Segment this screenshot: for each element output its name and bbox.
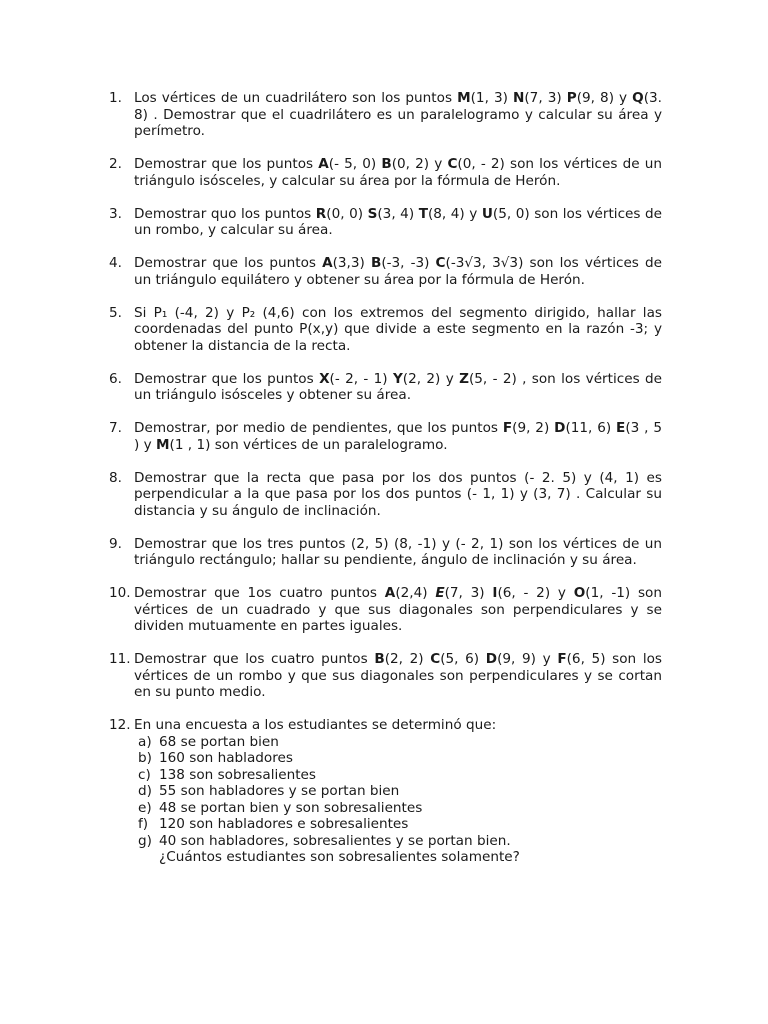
point-label: E bbox=[616, 420, 626, 436]
point-label: C bbox=[430, 651, 441, 667]
item-number: 6. bbox=[109, 370, 122, 387]
point-label: A bbox=[384, 585, 396, 601]
item-number: 7. bbox=[109, 420, 122, 436]
survey-subitems bbox=[134, 734, 662, 850]
text-segment: (5, 6) bbox=[440, 651, 486, 667]
text-segment: Demostrar que 1os cuatro puntos bbox=[134, 585, 385, 601]
point-label: Q bbox=[632, 90, 644, 106]
item-number: 4. bbox=[109, 255, 122, 271]
survey-intro: En una encuesta a los estudiantes se determinó que: bbox=[134, 717, 497, 733]
text-segment: (-3, -3) bbox=[381, 255, 436, 271]
text-segment: (2,4) bbox=[395, 585, 436, 601]
exercise-items bbox=[109, 90, 662, 701]
point-label: T bbox=[418, 205, 428, 222]
point-label: A bbox=[318, 156, 329, 172]
item-text bbox=[134, 585, 662, 635]
point-label: C bbox=[435, 255, 446, 271]
point-label: X bbox=[319, 370, 330, 387]
text-segment: (0, 0) bbox=[326, 205, 368, 222]
text-segment: (2, 2) y bbox=[402, 370, 460, 387]
text-segment: (7, 3) bbox=[444, 585, 493, 601]
text-segment: (9, 8) y bbox=[576, 90, 633, 106]
exercise-item-11 bbox=[109, 651, 662, 701]
text-segment: (2, 2) bbox=[384, 651, 431, 667]
text-segment: (3 , 5 ) y bbox=[134, 420, 662, 453]
point-label: F bbox=[557, 651, 567, 667]
point-label: S bbox=[367, 205, 378, 222]
text-segment: (9, 2) bbox=[512, 420, 555, 436]
exercise-item-3 bbox=[109, 206, 662, 239]
point-label: R bbox=[315, 205, 327, 222]
text-segment: Demostrar que la recta que pasa por los dos puntos (- 2. 5) y (4, 1) es perpendicular a la que pasa por los dos puntos (- 1, 1) y (3, 7) . Calcular su distancia y su ángulo de inclinación. bbox=[134, 469, 662, 519]
item-text bbox=[134, 305, 662, 355]
text-segment: Demostrar que los tres puntos (2, 5) (8, -1) y (- 2, 1) son los vértices de un triángulo rectángulo; hallar su pendiente, ángulo de inclinación y su área. bbox=[134, 535, 662, 568]
item-text bbox=[134, 717, 662, 866]
text-segment: (3, 4) bbox=[377, 205, 419, 222]
exercise-item-8 bbox=[109, 470, 662, 520]
text-segment: (5, 0) son los vértices de un rombo, y calcular su área. bbox=[134, 205, 663, 238]
text-segment: (1 , 1) son vértices de un paralelogramo. bbox=[169, 436, 448, 453]
text-segment: Si P₁ (-4, 2) y P₂ (4,6) con los extremos del segmento dirigido, hallar las coordenadas del punto P(x,y) que divide a este segmento en la razón -3; y obtener la distancia de la recta. bbox=[134, 304, 662, 354]
text-segment: (6, 5) son los vértices de un rombo y que sus diagonales son perpendiculares y se cortan en su punto medio. bbox=[134, 651, 663, 700]
text-segment: (-3√3, 3√3) son los vértices de un triángulo equilátero y obtener su área por la fórmula de Herón. bbox=[134, 255, 662, 288]
point-label: O bbox=[573, 585, 586, 601]
point-label: N bbox=[512, 90, 525, 106]
point-label: M bbox=[156, 436, 170, 453]
item-number: 5. bbox=[109, 304, 122, 321]
item-number: 8. bbox=[109, 469, 122, 486]
subitem-g: g) 40 son habladores, sobresalientes y se portan bien. bbox=[138, 832, 511, 849]
item-text bbox=[134, 651, 662, 701]
exercise-item-1 bbox=[109, 90, 662, 140]
item-number: 1. bbox=[109, 90, 122, 106]
subitem-b: b) 160 son habladores bbox=[138, 750, 293, 766]
text-segment: (3. 8) . Demostrar que el cuadrilátero es un paralelogramo y calcular su área y perímetro. bbox=[134, 90, 663, 139]
item-text bbox=[134, 420, 662, 453]
item-text bbox=[134, 371, 662, 404]
point-label: D bbox=[485, 651, 498, 667]
exercise-item-10 bbox=[109, 585, 662, 635]
point-label: D bbox=[554, 420, 566, 436]
subitem-f: f) 120 son habladores e sobresalientes bbox=[138, 816, 409, 832]
text-segment: (- 5, 0) bbox=[328, 156, 382, 172]
exercise-item-12 bbox=[109, 717, 662, 866]
text-segment: Demostrar, por medio de pendientes, que los puntos bbox=[134, 420, 503, 436]
point-label: B bbox=[381, 156, 392, 172]
item-number: 9. bbox=[109, 535, 122, 552]
subitem-a: a) 68 se portan bien bbox=[138, 733, 279, 750]
item-text bbox=[134, 206, 662, 239]
exercise-item-9 bbox=[109, 536, 662, 569]
text-segment: (- 2, - 1) bbox=[329, 370, 393, 387]
text-segment: Demostrar que los cuatro puntos bbox=[134, 651, 375, 667]
text-segment: (1, 3) bbox=[470, 90, 513, 106]
item-number: 12. bbox=[109, 717, 131, 733]
text-segment: (7, 3) bbox=[524, 90, 567, 106]
item-text bbox=[134, 255, 662, 288]
point-label: B bbox=[370, 255, 382, 271]
exercise-list bbox=[109, 90, 662, 882]
item-number: 11. bbox=[109, 651, 131, 667]
text-segment: (3,3) bbox=[332, 255, 371, 271]
text-segment: (0, 2) y bbox=[391, 156, 448, 172]
point-label: B bbox=[374, 651, 385, 667]
item-text bbox=[134, 470, 662, 520]
point-label: A bbox=[322, 255, 333, 271]
text-segment: (1, -1) son vértices de un cuadrado y que sus diagonales son perpendiculares y se dividen mutuamente en partes iguales. bbox=[134, 585, 662, 634]
item-text bbox=[134, 536, 662, 569]
item-text bbox=[134, 156, 662, 189]
point-label: Y bbox=[392, 370, 403, 387]
item-number: 3. bbox=[109, 205, 122, 222]
survey-question: ¿Cuántos estudiantes son sobresalientes solamente? bbox=[159, 849, 520, 865]
subitem-e: e) 48 se portan bien y son sobresalientes bbox=[138, 799, 423, 816]
exercise-item-2 bbox=[109, 156, 662, 189]
item-number: 2. bbox=[109, 156, 122, 172]
text-segment: Demostrar que los puntos bbox=[134, 370, 320, 387]
exercise-item-4 bbox=[109, 255, 662, 288]
text-segment: Demostrar que los puntos bbox=[134, 255, 323, 271]
text-segment: (8, 4) y bbox=[427, 205, 482, 222]
text-segment: Demostrar que los puntos bbox=[134, 156, 319, 172]
text-segment: Demostrar quo los puntos bbox=[134, 205, 316, 222]
text-segment: (5, - 2) , son los vértices de un triángulo isósceles y obtener su área. bbox=[134, 370, 663, 403]
point-label: Z bbox=[459, 370, 469, 387]
text-segment: (0, - 2) son los vértices de un triángulo isósceles, y calcular su área por la fórmula de Herón. bbox=[134, 156, 662, 189]
text-segment: (9, 9) y bbox=[497, 651, 558, 667]
point-label: F bbox=[502, 420, 513, 436]
exercise-item-5 bbox=[109, 305, 662, 355]
text-segment: Los vértices de un cuadrilátero son los puntos bbox=[134, 90, 458, 106]
item-text bbox=[134, 90, 662, 140]
point-label: U bbox=[481, 205, 493, 222]
text-segment: (11, 6) bbox=[565, 420, 617, 436]
exercise-item-6 bbox=[109, 371, 662, 404]
subitem-d: d) 55 son habladores y se portan bien bbox=[138, 783, 400, 799]
point-label: M bbox=[457, 90, 471, 106]
point-label: P bbox=[566, 90, 577, 106]
point-label: C bbox=[447, 156, 458, 172]
point-label: I bbox=[492, 585, 498, 601]
item-number: 10. bbox=[109, 585, 131, 601]
exercise-item-7 bbox=[109, 420, 662, 453]
text-segment: (6, - 2) y bbox=[497, 585, 574, 601]
point-label: E bbox=[435, 585, 445, 601]
subitem-c: c) 138 son sobresalientes bbox=[138, 766, 317, 783]
